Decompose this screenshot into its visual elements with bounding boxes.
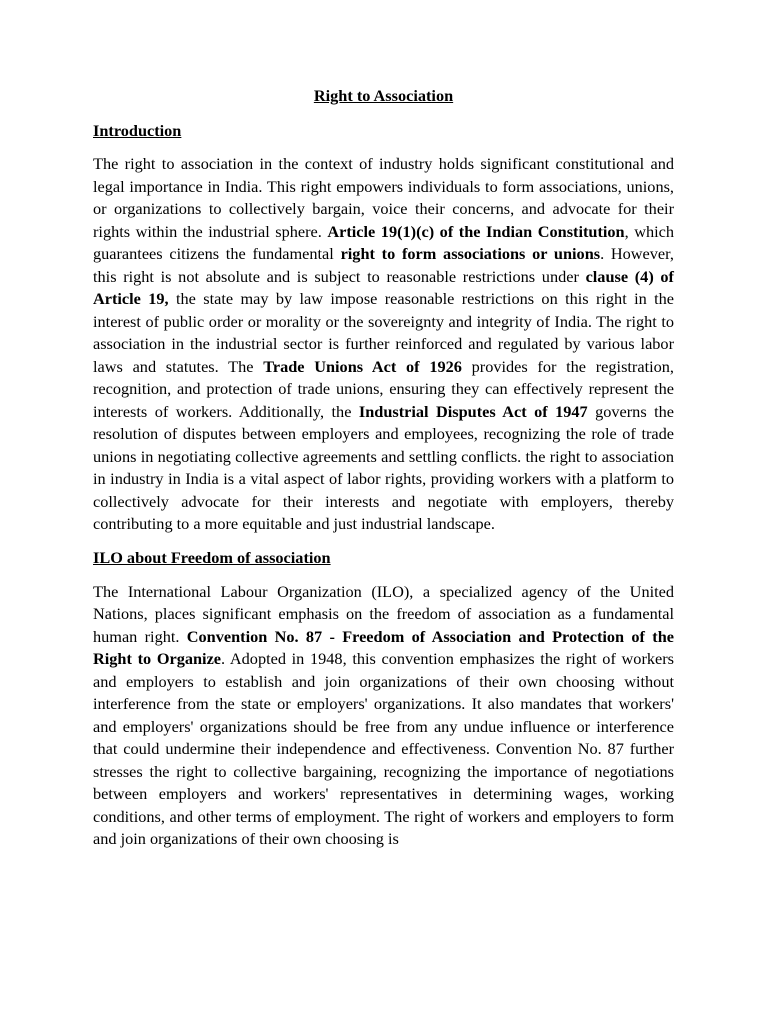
text-run: provides for the registration, recognition, and protection of trade unions, ensuring they can effectively represent the interests of workers. Additionally, the [93,356,674,421]
section-heading-ilo: ILO about Freedom of association [93,548,331,567]
text-run-bold: right to form associations or unions [340,244,601,263]
text-run: The right to association in the context of industry holds significant constitutional and legal importance in India. This right empowers individuals to form associations, unions, or organizations to collectively bargain, voice their concerns, and advocate for their rights within the industrial sphere. [93,154,674,241]
section-paragraph-introduction [93,153,674,536]
text-run-bold: Industrial Disputes Act of 1947 [358,401,588,421]
text-run: The International Labour Organization (ILO), a specialized agency of the United Nations, places significant emphasis on the freedom of association as a fundamental human right. [93,581,674,646]
text-run: , which guarantees citizens the fundamental [93,221,674,263]
section-paragraph-ilo [93,581,674,851]
text-run: . Adopted in 1948, this convention emphasizes the right of workers and employers to establish and join organizations of their own choosing without interference from the state or employers' organizations. It also mandates that workers' and employers' organizations should be free from any undue influence or interference that could undermine their independence and effectiveness. Convention No. 87 further stresses the right to collective bargaining, recognizing the importance of negotiations between employers and workers' representatives in determining wages, working conditions, and other terms of employment. The right of workers and employers to form and join organizations of their own choosing is [93,649,674,848]
text-run-bold: Trade Unions Act of 1926 [263,356,462,376]
text-run: governs the resolution of disputes between employers and employees, recognizing the role of trade unions in negotiating collective agreements and settling conflicts. the right to association in industry in India is a vital aspect of labor rights, providing workers with a platform to collectively advocate for their interests and negotiate with employers, thereby contributing to a more equitable and just industrial landscape. [93,401,674,533]
text-run-bold: Convention No. 87 - Freedom of Association and Protection of the Right to Organize [93,626,674,668]
text-run: the state may by law impose reasonable restrictions on this right in the interest of public order or morality or the sovereignty and integrity of India. The right to association in the industrial sector is further reinforced and regulated by various labor laws and statutes. The [93,289,674,376]
text-run-bold: clause (4) of Article 19, [93,266,674,308]
text-run: . However, this right is not absolute and is subject to reasonable restrictions under [93,244,674,286]
text-run-bold: Article 19(1)(c) of the Indian Constitution [327,221,625,241]
section-heading-introduction: Introduction [93,120,182,140]
document-title: Right to Association [313,86,454,105]
